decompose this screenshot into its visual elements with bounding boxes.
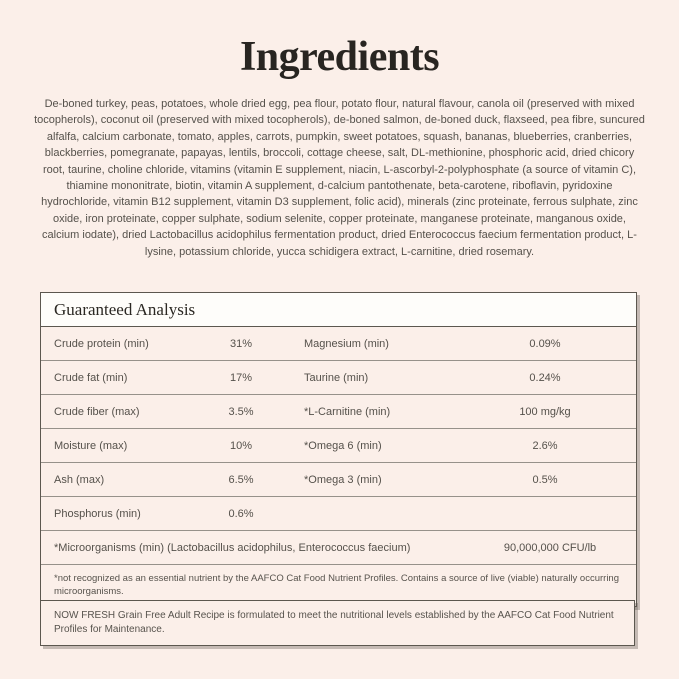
nutrient-label: Ash (max) bbox=[54, 473, 105, 486]
ingredients-paragraph: De-boned turkey, peas, potatoes, whole dried egg, pea flour, potato flour, natural flavour, canola oil (preserved with mixed tocopherols), coconut oil (preserved with mixed tocopherols), de-boned salmon, de-boned duck, flaxseed, pea fibre, suncured alfalfa, calcium carbonate, tomato, apples, carrots, pumpkin, sweet potatoes, squash, bananas, blueberries, cranberries, blackberries, pomegranate, papayas, lentils, broccoli, cottage cheese, salt, DL-methionine, phosphoric acid, dried chicory root, taurine, choline chloride, vitamins (vitamin E supplement, niacin, L-ascorbyl-2-polyphosphate (a source of vitamin C), thiamine mononitrate, biotin, vitamin A supplement, d-calcium pantothenate, beta-carotene, riboflavin, pyridoxine hydrochloride, vitamin B12 supplement, vitamin D3 supplement, folic acid), minerals (zinc proteinate, ferrous sulphate, zinc oxide, iron proteinate, copper sulphate, sodium selenite, copper proteinate, manganese proteinate, manganous oxide, calcium iodate), dried Lactobacillus acidophilus fermentation product, dried Enterococcus faecium fermentation product, L-lysine, potassium chloride, yucca schidigera extract, L-carnitine, dried rosemary. bbox=[34, 98, 645, 258]
nutrient-label: Crude protein (min) bbox=[54, 337, 149, 350]
nutrient-value: 0.5% bbox=[532, 473, 558, 486]
nutrient-value: 90,000,000 CFU/lb bbox=[503, 541, 597, 554]
nutrient-label: *Microorganisms (min) (Lactobacillus acidophilus, Enterococcus faecium) bbox=[54, 541, 411, 554]
nutrient-label: Magnesium (min) bbox=[304, 337, 389, 350]
microorganisms-row bbox=[41, 531, 636, 565]
table-row bbox=[41, 327, 636, 361]
nutrient-label: Moisture (max) bbox=[54, 439, 128, 452]
nutrient-label: Crude fiber (max) bbox=[54, 405, 140, 418]
nutrient-label: Crude fat (min) bbox=[54, 371, 128, 384]
nutrient-value: 0.6% bbox=[228, 507, 254, 520]
nutrient-value: 6.5% bbox=[228, 473, 254, 486]
nutritional-statement: NOW FRESH Grain Free Adult Recipe is formulated to meet the nutritional levels established by the AAFCO Cat Food Nutrient Profiles for Maintenance. bbox=[40, 600, 635, 646]
nutrient-value: 0.24% bbox=[529, 371, 561, 384]
nutrient-label: *L-Carnitine (min) bbox=[304, 405, 391, 418]
nutrient-label: *Omega 6 (min) bbox=[304, 439, 382, 452]
table-row bbox=[41, 395, 636, 429]
nutrient-value: 31% bbox=[229, 337, 253, 350]
nutrient-value: 17% bbox=[229, 371, 253, 384]
nutrient-value: 100 mg/kg bbox=[519, 405, 571, 418]
aafco-footnote: *not recognized as an essential nutrient by the AAFCO Cat Food Nutrient Profiles. Contains a source of live (viable) naturally occurring microorganisms. bbox=[54, 573, 620, 597]
table-row bbox=[41, 429, 636, 463]
page-title: Ingredients bbox=[239, 34, 440, 80]
nutrient-value: 0.09% bbox=[529, 337, 561, 350]
guaranteed-analysis-heading: Guaranteed Analysis bbox=[41, 293, 636, 327]
nutrient-value: 3.5% bbox=[228, 405, 254, 418]
nutrient-value: 2.6% bbox=[532, 439, 558, 452]
nutrient-label: Taurine (min) bbox=[304, 371, 369, 384]
guaranteed-analysis-table bbox=[40, 292, 637, 607]
nutrient-label: *Omega 3 (min) bbox=[304, 473, 382, 486]
table-row bbox=[41, 497, 636, 531]
table-row bbox=[41, 361, 636, 395]
nutrient-value: 10% bbox=[229, 439, 253, 452]
table-row bbox=[41, 463, 636, 497]
nutrient-label: Phosphorus (min) bbox=[54, 507, 141, 520]
